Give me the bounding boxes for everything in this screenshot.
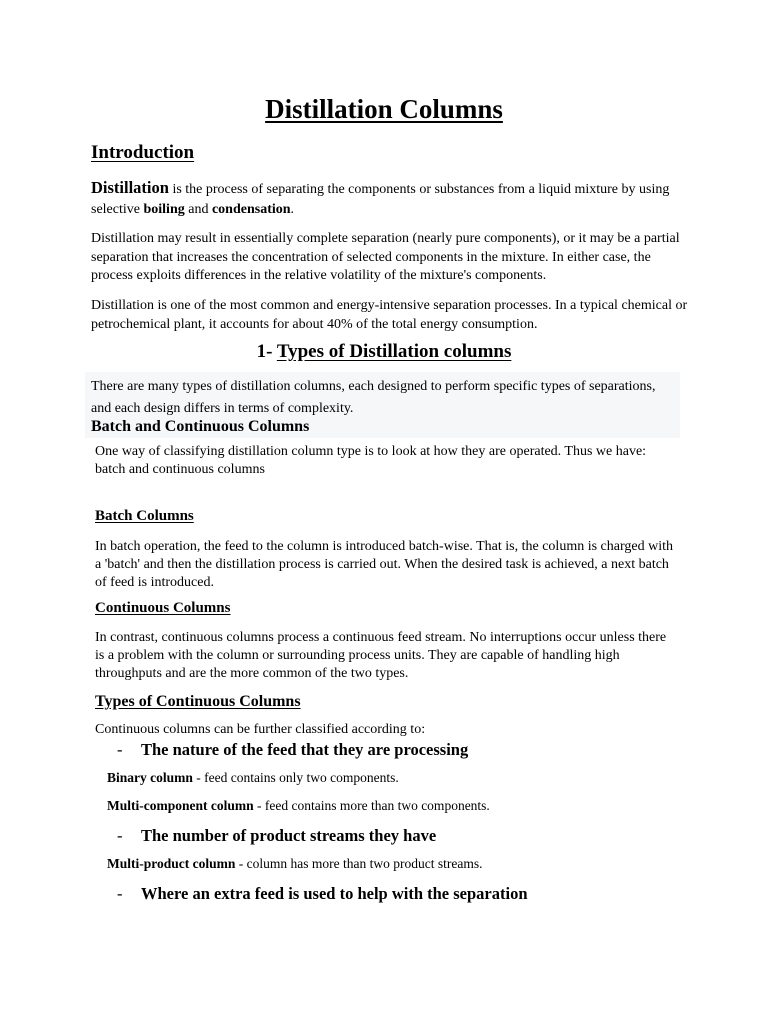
types-continuous-intro: Continuous columns can be further classified according to: xyxy=(95,722,426,737)
bullet-feed-nature xyxy=(117,740,468,760)
boiling-term: boiling xyxy=(143,202,185,217)
document-title: Distillation Columns xyxy=(265,94,503,124)
multi-product-text: - column has more than two product streams. xyxy=(235,856,483,871)
bullet-extra-feed-text: Where an extra feed is used to help with the separation xyxy=(141,884,528,903)
batch-continuous-heading: Batch and Continuous Columns xyxy=(91,418,310,435)
introduction-heading: Introduction xyxy=(91,142,195,163)
dash-marker: - xyxy=(117,826,123,845)
dash-marker: - xyxy=(117,740,123,759)
multi-product-def xyxy=(107,856,482,872)
distillation-term: Distillation xyxy=(91,178,169,197)
binary-column-term: Binary column xyxy=(107,770,193,785)
condensation-term: condensation xyxy=(211,202,291,217)
binary-column-text: - feed contains only two components. xyxy=(192,770,399,785)
bullet-product-streams-text: The number of product streams they have xyxy=(141,826,437,845)
multi-product-term: Multi-product column xyxy=(107,856,236,871)
bullet-product-streams xyxy=(117,826,436,846)
bullet-extra-feed xyxy=(117,884,528,904)
section-1-heading xyxy=(0,341,768,363)
multi-component-term: Multi-component column xyxy=(107,798,254,813)
section-number: 1- xyxy=(256,341,277,362)
batch-continuous-text: One way of classifying distillation column type is to look at how they are operated. Thus we have: batch and continuous columns xyxy=(95,444,647,477)
types-continuous-heading: Types of Continuous Columns xyxy=(95,693,301,710)
intro-paragraph-2: Distillation may result in essentially complete separation (nearly pure components), or it may be a partial separation that increases the concentration of selected components in the mixture. In either case, the process exploits differences in the relative volatility of the mixture's components. xyxy=(91,231,680,283)
types-intro-text: There are many types of distillation columns, each designed to perform specific types of separations, and each design differs in terms of complexity. xyxy=(91,379,656,416)
intro-p1-and: and xyxy=(184,202,212,217)
intro-p1-end: . xyxy=(290,202,295,217)
binary-column-def xyxy=(107,770,399,786)
continuous-columns-heading: Continuous Columns xyxy=(95,600,231,616)
intro-paragraph-1 xyxy=(91,178,691,220)
multi-component-text: - feed contains more than two components. xyxy=(253,798,490,813)
multi-component-def xyxy=(107,798,490,814)
intro-p1-text: is the process of separating the components or substances from a liquid mixture by using selective xyxy=(91,182,670,217)
bullet-feed-nature-text: The nature of the feed that they are processing xyxy=(141,740,469,759)
intro-paragraph-3: Distillation is one of the most common and energy-intensive separation processes. In a typical chemical or petrochemical plant, it accounts for about 40% of the total energy consumption. xyxy=(91,298,688,332)
batch-columns-text: In batch operation, the feed to the column is introduced batch-wise. That is, the column is charged with a 'batch' and then the distillation process is carried out. When the desired task is achieved, a next batch of feed is introduced. xyxy=(95,539,673,590)
batch-columns-heading: Batch Columns xyxy=(95,508,194,524)
section-title: Types of Distillation columns xyxy=(276,341,512,362)
continuous-columns-text: In contrast, continuous columns process a continuous feed stream. No interruptions occur unless there is a problem with the column or surrounding process units. They are capable of handling high throughputs and are the more common of the two types. xyxy=(95,630,667,681)
dash-marker: - xyxy=(117,884,123,903)
